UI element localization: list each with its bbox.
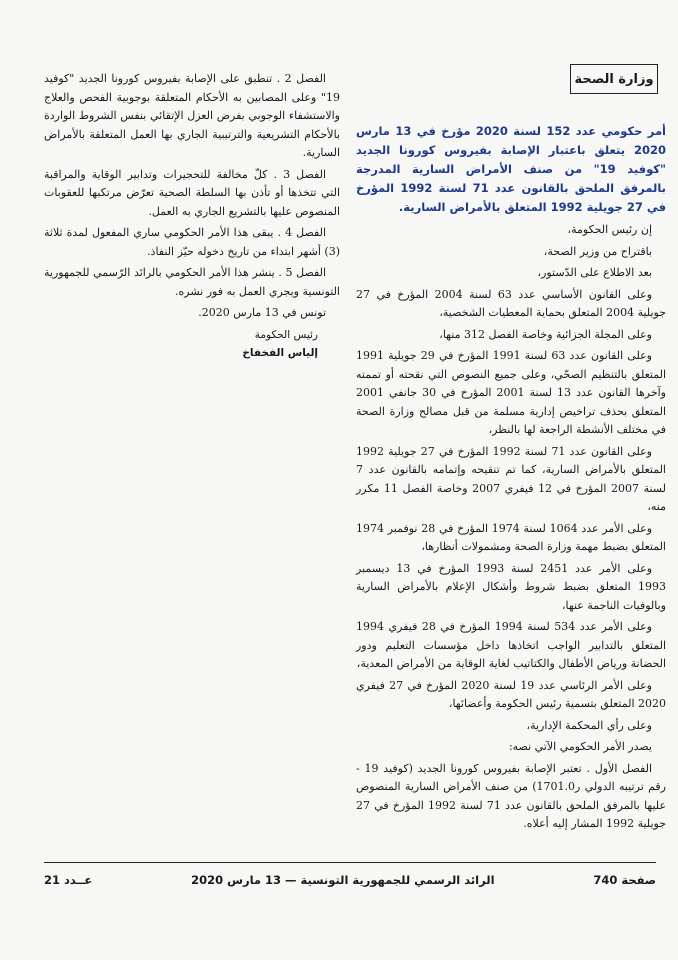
signature-role: رئيس الحكومة [254,328,318,341]
place-date: تونس في 13 مارس 2020. [198,306,326,319]
decree-title: أمر حكومي عدد 152 لسنة 2020 مؤرخ في 13 مارس 2020 يتعلق باعتبار الإصابة بفيروس كورونا الجديد "كوفيد 19" من صنف الأمراض السارية المدرجة بالمرفق الملحق بالقانون عدد 71 لسنة 1992 المؤرخ في 27 جويلية 1992 المتعلق بالأمراض السارية. [356,124,666,214]
paragraph: وعلى رأي المحكمة الإدارية، [526,718,652,732]
paragraph: وعلى الأمر عدد 2451 لسنة 1993 المؤرخ في 13 ديسمبر 1993 المتعلق بضبط شروط وأشكال الإعلام بالأمراض السارية وبالوفيات الناجمة عنها، [356,561,666,612]
paragraph: باقتراح من وزير الصحة، [543,244,652,258]
page-number: صفحة 740 [593,873,656,887]
paragraph: وعلى المجلة الجزائية وخاصة الفصل 312 منها، [439,327,652,341]
article-5: الفصل 5 . ينشر هذا الأمر الحكومي بالرائد الرّسمي للجمهورية التونسية ويجري العمل به فور نشره. [44,266,340,298]
footer [44,870,656,890]
paragraph: وعلى القانون عدد 71 لسنة 1992 المؤرخ في 27 جويلية 1992 المتعلق بالأمراض السارية، كما تم تنقيحه وإتمامه بالقانون عدد 7 لسنة 2007 المؤرخ في 12 فيفري 2007 وخاصة الفصل 11 مكرر منه، [356,444,666,513]
paragraph: وعلى القانون عدد 63 لسنة 1991 المؤرخ في 29 جويلية 1991 المتعلق بالتنظيم الصحّي، وعلى جميع النصوص التي نقحته أو تممته وآخرها القانون عدد 13 لسنة 2001 المؤرخ في 30 جانفي 2001 المتعلق بحذف تراخيص إدارية مسلمة من قبل مصالح وزارة الصحة في مختلف الأنشطة الراجعة لها بالنظر، [356,349,666,436]
article-2: الفصل 2 . تنطبق على الإصابة بفيروس كورونا الجديد "كوفيد 19" وعلى المصابين به الأحكام المتعلقة بوجوبية الفحص والعلاج والاستشفاء الوجوبي بفرض العزل الإتقائي بنفس الشروط الواردة بالأحكام التشريعية والترتيبية الجاري بها العمل المتعلقة بالأمراض السارية. [44,72,340,159]
left-column [44,70,340,363]
paragraph: وعلى القانون الأساسي عدد 63 لسنة 2004 المؤرخ في 27 جويلية 2004 المتعلق بحماية المعطيات الشخصية، [356,287,666,319]
article-1: الفصل الأول . تعتبر الإصابة بفيروس كورونا الجديد (كوفيد 19 - رقم ترتيبه الدولي ر1701.0) من صنف الأمراض السارية المنصوص عليها بالمرفق الملحق بالقانون عدد 71 لسنة 1992 المؤرخ في 27 جويلية 1992 المشار إليه أعلاه. [356,761,667,830]
gazette-title: الرائد الرسمي للجمهورية التونسية — 13 مارس 2020 [191,873,495,887]
paragraph: وعلى الأمر عدد 1064 لسنة 1974 المؤرخ في 28 نوفمبر 1974 المتعلق بضبط مهمة وزارة الصحة ومشمولات أنظارها، [356,521,666,553]
paragraph: يصدر الأمر الحكومي الآتي نصه: [508,740,652,753]
footer-divider [44,862,656,863]
ministry-box: وزارة الصحة [570,64,658,94]
right-column [356,122,666,837]
signature-name: إلياس الفخفاخ [242,347,318,359]
article-3: الفصل 3 . كلّ مخالفة للتحجيرات وتدابير الوقاية والمراقبة التي تتخذها أو تأذن بها السلطة الصحية تعرّض مرتكبها للعقوبات المنصوص عليها بالتشريع الجاري به العمل. [44,167,340,218]
article-4: الفصل 4 . يبقى هذا الأمر الحكومي ساري المفعول لمدة ثلاثة (3) أشهر ابتداء من تاريخ دخوله حيّز النفاذ. [44,226,340,258]
paragraph: إن رئيس الحكومة، [567,223,652,236]
issue-number: عــدد 21 [44,873,93,887]
paragraph: وعلى الأمر الرئاسي عدد 19 لسنة 2020 المؤرخ في 27 فيفري 2020 المتعلق بتسمية رئيس الحكومة وأعضائها، [356,678,666,710]
paragraph: وعلى الأمر عدد 534 لسنة 1994 المؤرخ في 28 فيفري 1994 المتعلق بالتدابير الواجب اتخاذها داخل مؤسسات التعليم ودور الحضانة ورياض الأطفال والكتاتيب لغاية الوقاية من الأمراض المعدية، [356,620,666,670]
paragraph: بعد الاطلاع على الدّستور، [537,266,652,279]
